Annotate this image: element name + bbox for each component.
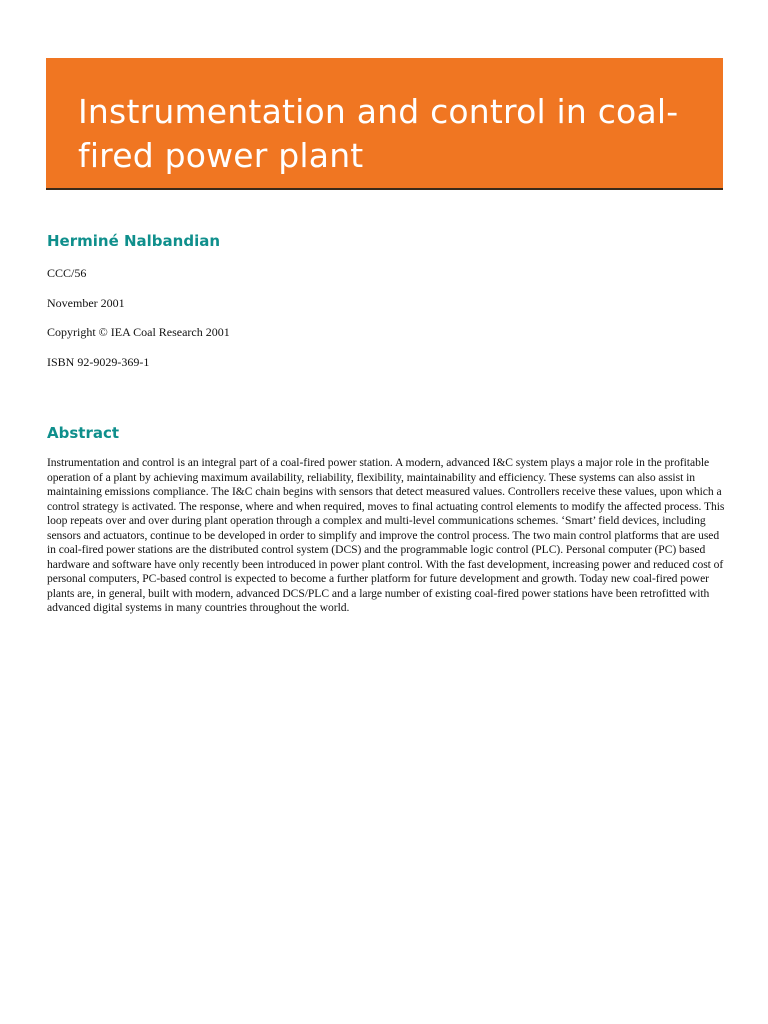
abstract-text: Instrumentation and control is an integral part of a coal-fired power station. A modern, advanced I&C system plays a major role in the profitable operation of a plant by achieving maximum availability, reliability, flexibility, maintainability and efficiency. These systems can also assist in maintaining emissions compliance. The I&C chain begins with sensors that detect measured values. Controllers receive these values, upon which a control strategy is activated. The response, where and when required, moves to final actuating control elements to modify the affected process. This loop repeats over and over during plant operation through a complex and multi-level communications schemes. ‘Smart’ field devices, including sensors and actuators, continue to be developed in order to simplify and improve the control process. The two main control platforms that are used in coal-fired power stations are the distributed control system (DCS) and the programmable logic control (PLC). Personal computer (PC) based hardware and software have only recently been introduced in power plant control. With the fast development, increasing power and reduced cost of personal computers, PC-based control is expected to become a further platform for future development and growth. Today new coal-fired power plants are, in general, built with modern, advanced DCS/PLC and a large number of existing coal-fired power stations have been retrofitted with advanced digital systems in many countries throughout the world. [47,456,725,614]
abstract-heading: Abstract [47,424,120,442]
publication-date: November 2001 [47,296,125,310]
copyright-line: Copyright © IEA Coal Research 2001 [47,325,230,339]
author-name: Herminé Nalbandian [47,232,221,250]
report-number: CCC/56 [47,266,87,280]
report-title: Instrumentation and control in coal-fired power plant [78,92,679,175]
isbn-line: ISBN 92-9029-369-1 [47,355,150,369]
title-band [46,58,723,190]
